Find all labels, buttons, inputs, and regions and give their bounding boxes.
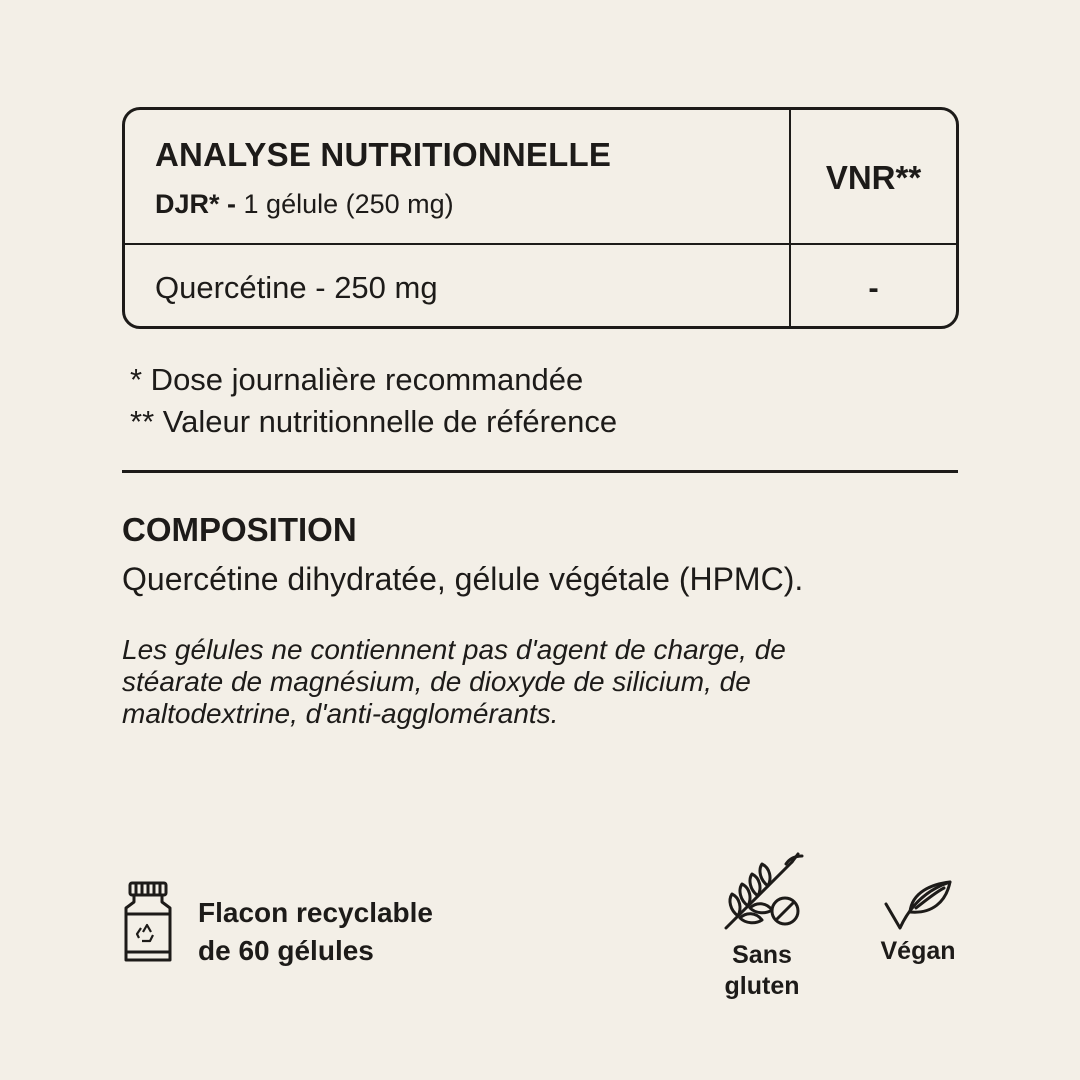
vnr-header: VNR** xyxy=(825,159,922,196)
composition-note-line: stéarate de magnésium, de dioxyde de silicium, de xyxy=(122,666,751,697)
composition-ingredients: Quercétine dihydratée, gélule végétale (HPMC). xyxy=(122,561,804,597)
gluten-label-line: Sans xyxy=(732,941,792,969)
gluten-free-icon xyxy=(718,850,808,935)
table-row-label: Quercétine - 250 mg xyxy=(155,270,438,305)
flacon-badge-label xyxy=(198,894,433,970)
vegan-badge-label xyxy=(866,936,970,967)
vegan-leaf-icon xyxy=(882,878,954,934)
vegan-label-line: Végan xyxy=(880,937,956,965)
flacon-label-line: Flacon recyclable xyxy=(198,897,434,928)
djr-label: DJR* - xyxy=(155,189,237,219)
djr-value: 1 gélule (250 mg) xyxy=(243,189,454,219)
table-subtitle xyxy=(155,189,454,220)
recyclable-bottle-icon xyxy=(120,880,176,964)
composition-note-line: Les gélules ne contiennent pas d'agent de charge, de xyxy=(122,634,786,665)
composition-note xyxy=(122,634,942,730)
table-row-vnr: - xyxy=(868,270,879,305)
table-title: ANALYSE NUTRITIONNELLE xyxy=(155,136,612,173)
nutrition-table xyxy=(122,107,959,329)
gluten-badge-label xyxy=(712,940,812,1002)
flacon-label-line: de 60 gélules xyxy=(198,935,374,966)
gluten-label-line: gluten xyxy=(724,972,800,1000)
composition-title: COMPOSITION xyxy=(122,511,357,548)
table-row-divider xyxy=(125,243,956,245)
section-divider xyxy=(122,470,958,473)
footnote-vnr: ** Valeur nutritionnelle de référence xyxy=(130,404,618,439)
footnote-djr: * Dose journalière recommandée xyxy=(130,362,584,397)
composition-note-line: maltodextrine, d'anti-agglomérants. xyxy=(122,698,559,729)
